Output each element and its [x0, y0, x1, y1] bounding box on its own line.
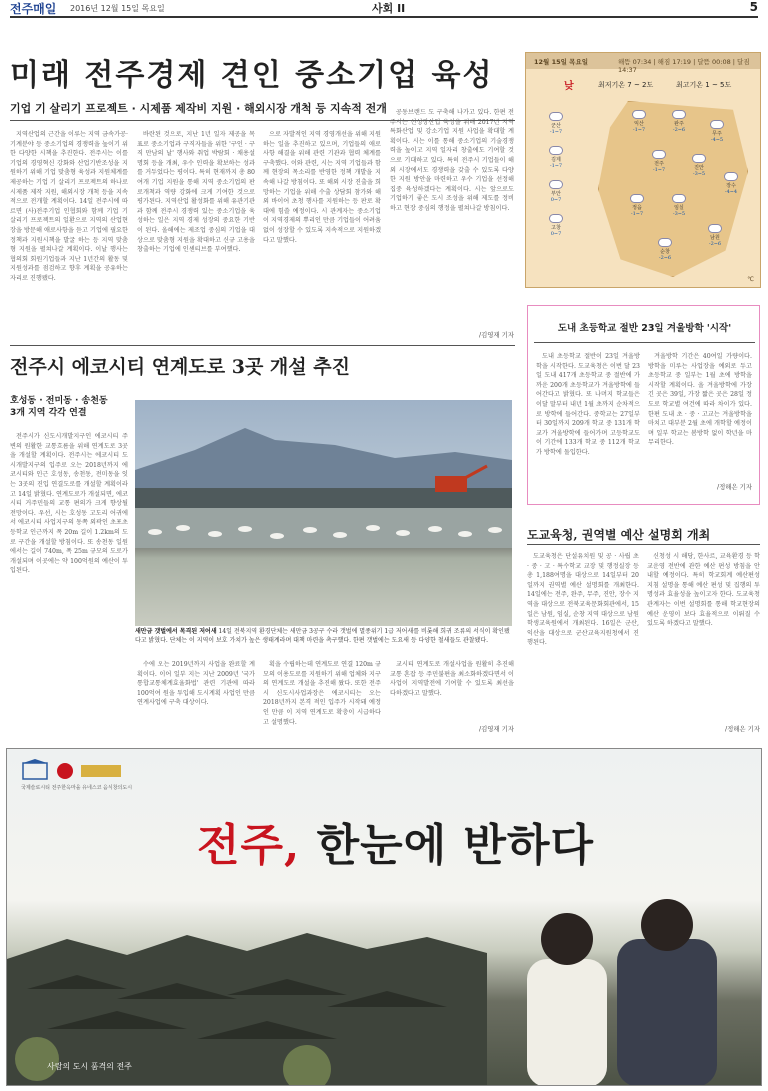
cloud-icon — [652, 150, 666, 159]
ad-slogan-red: 전주, — [197, 820, 301, 871]
article2-column-1: 도내 초등학교 절반이 23일 겨울방학을 시작한다. 도교육청은 이번 달 23일 도내 417개 초등학교 중 절반에 가까운 200개 초등학교가 겨울방학에 들어간다고 밝혔다. 또 나머지 학교들은 이달 말부터 내년 1월 초까지 순차적으로 방학에 들어간다. 중학교는 27일부터 30일까지 209개 학교 중 131개 학교가 겨울방학에 들어가며 고등학교도 이 기간에 133개 학교 중 112개 학교가 방학에 돌입한다. — [536, 353, 640, 456]
school-vacation-box — [527, 305, 760, 505]
city-cell: 전주 -1~7 — [646, 149, 672, 179]
city-cell: 무주 -4~5 — [704, 119, 730, 149]
article1-headline: 미래 전주경제 견인 중소기업 육성 — [10, 58, 494, 93]
article3-headline: 전주시 에코시티 연계도로 3곳 개설 추진 — [10, 356, 350, 378]
article1-subhead: 기업 기 살리기 프로젝트 · 시제품 제작비 지원 · 해외시장 개척 등 지속적 전개 — [10, 102, 387, 115]
weather-box — [525, 52, 761, 288]
ad-logos — [21, 759, 133, 792]
hanok-village-image — [7, 899, 762, 1086]
high-range: 최고기온 1 ~ 5도 — [676, 81, 732, 89]
tidal-flat-photo — [135, 400, 512, 626]
article3-byline: /김영재 기자 — [478, 725, 514, 733]
article2-headline: 도내 초등학교 절반 23일 겨울방학 '시작' — [557, 323, 732, 334]
city-cell: 김제 -1~7 — [536, 146, 576, 176]
divider — [534, 342, 755, 343]
cloud-icon — [708, 224, 722, 233]
photo-caption-title: 새만금 갯벌에서 목격된 저어새 — [135, 628, 217, 635]
divider — [10, 345, 515, 346]
sun-times: 해뜸 07:34 | 해짐 17:19 | 달뜸 00:08 | 달짐 14:37 — [618, 58, 750, 74]
city-cell: 남원 -2~6 — [702, 223, 728, 253]
article3-column-2: 수에 오는 2019년까지 사업을 완료할 계획이다. 이어 일부 지는 지난 2009년 '국가통합교통체계효율화법' 관련 기관에 따라 100억여 원을 투입해 도시계획 사업인 만큼 연계사업에 구축 대상이다. — [137, 661, 255, 707]
photo-caption — [135, 627, 512, 645]
city-cell: 정읍 -1~7 — [624, 193, 650, 223]
ad-caption: 사람의 도시 품격의 전주 — [47, 1062, 132, 1071]
article3-column-3: 획을 수립하는데 연계도로 연결 120m 규모의 이용도로를 지원하기 위해 업체와 지구의 연계도로 개설을 추진해 왔다. 또한 전주시 신도시사업과장은 에코시티는 오는 2018년까지 본격 적인 입주가 시작돼 예정인 만큼 이 지역 연계도로 확충이 시급하다고 설명했다. — [263, 661, 381, 726]
city-cell: 완주 -2~6 — [666, 109, 692, 139]
city-cell: 부안 0~7 — [536, 180, 576, 210]
city-cell: 임실 -3~5 — [666, 193, 692, 223]
cloud-icon — [549, 146, 563, 155]
ad-slogan-black: 한눈에 반하다 — [316, 820, 594, 871]
low-range: 최저기온 7 ~ 2도 — [598, 81, 654, 89]
city-cell: 고창 0~7 — [536, 214, 576, 244]
cloud-icon — [658, 238, 672, 247]
city-cell: 익산 -1~7 — [626, 109, 652, 139]
temp-unit: ℃ — [747, 276, 754, 283]
cloud-icon — [549, 180, 563, 189]
article3-subhead: 호성동 · 전미동 · 송천동 3개 지역 각각 연결 — [10, 396, 108, 418]
article2-byline: /정해은 기자 — [716, 483, 752, 491]
city-cell: 진안 -3~5 — [686, 153, 712, 183]
weather-date: 12월 15일 목요일 — [534, 58, 589, 66]
page-header — [10, 0, 758, 18]
tidal-flat-image — [135, 400, 512, 626]
paper-name: 전주매일 — [10, 2, 57, 16]
cloud-icon — [630, 194, 644, 203]
cloud-icon — [632, 110, 646, 119]
photo-caption-text: 14일 전북지역 환경단체는 새만금 3공구 수라 갯벌에 멸종위기 1급 저어새를 비롯해 희귀 조류의 서식이 확인됐다고 밝혔다. 단체는 이 지역이 보호 가치가 높은 생태계라며 대책 마련을 촉구했다. 한편 갯벌에는 도요새 등 다양한 철새들도 관찰됐다. — [135, 628, 510, 644]
article1-byline: /김영재 기자 — [478, 331, 514, 339]
cloud-icon — [672, 194, 686, 203]
article1-column-1: 지역산업의 근간을 이루는 지역 금속가공·기계분야 등 중소기업의 경쟁력을 높이기 위한 다양한 시책을 추진한다. 전주시는 이를 기업의 경영혁신 강화와 산업기반조성을 지원하기 위해 기업 맞춤형 육성과 지원체계를 제공하는 기업 기 살리기 프로젝트의 하나로 시제품 제작 지원, 해외시장 개척 등을 지속적으로 전개할 계획이다. 14일 전주시에 따르면 (사)전주기업 인협회와 함께 기업 기 살리기 프로젝트의 일환으로 지역의 산업현장을 방문해 애로사항을 듣고 기업에 필요한 정책과 지원시책을 발굴 하는 등 지역 맞춤형 지원을 펼쳐나갈 계획이다. 이날 행사는 협의회 회원기업들과 지난 1년간의 활동 및 지원성과를 점검하고 향후 계획을 공유하는 자리로 진행됐다. — [10, 131, 128, 282]
ad-slogan — [197, 809, 594, 873]
article4-column-2: 신청성 시 해당, 한사르, 교육환경 등 학교운영 전반에 관한 예산 편성 방침을 안내할 예정이다. 특히 학교회계 예산편성 지침 설명을 통해 예산 편성 및 집행의 투명성과 효율성을 높이고자 한다. 도교육청 관계자는 이번 설명회를 통해 학교현장의 예산 운영이 보다 효율적으로 이뤄질 수 있도록 하겠다고 말했다. — [647, 553, 760, 628]
article4-byline: /정해은 기자 — [724, 725, 760, 733]
issue-date: 2016년 12월 15일 목요일 — [70, 4, 165, 13]
weather-legend-left — [536, 111, 592, 248]
city-cell: 장수 -4~4 — [718, 171, 744, 201]
period-label: 낮 — [564, 81, 574, 92]
city-cell: 군산 -1~7 — [536, 112, 576, 142]
cloud-icon — [692, 154, 706, 163]
article2-column-2: 겨울방학 기간은 40여일 가량이다. 방학을 미루는 사업장을 예외로 두고 초등학교 중 일부는 1월 초에 방학을 시작할 계획이다. 올 겨울방학에 가장 긴 곳은 39일, 가장 짧은 곳은 28일 정도로 학교별 여건에 따라 차이가 있다. 한편 도내 초 · 중 · 고교는 겨울방학을 마치고 대부분 2월 초에 개학할 예정이며 일부 학교는 봄방학 없이 학년을 마무리한다. — [648, 353, 752, 447]
article1-column-2: 바란된 것으로, 지난 1년 일자 제공을 목표로 중소기업과 구직자들을 위한 '구인 · 구직 만남의 날' 행사와 취업 박람회 · 채용설명회 등을 개최, 우수 인력을 확보하는 성과를 거두었다는 평이다. 특히 현재까지 총 80여개 기업 지원을 통해 지역 중소기업의 판로개척과 역량 강화에 크게 기여한 것으로 평가된다. 지역산업 활성화를 위해 유관기관과 함께 전주시 경쟁력 있는 중소기업을 육성하는 일은 지역 경제 성장의 중요한 기반이 된다. 올해에는 제조업 중심의 기업을 대상으로 맞춤형 지원을 확대하고 신규 고용을 창출하는 기업에 인센티브를 부여했다. — [137, 131, 255, 254]
cloud-icon — [549, 112, 563, 121]
article3-column-left: 전주시가 신도시개발지구인 에코시티 주변의 원활한 교통흐름을 위해 연계도로 3곳을 개설할 계획이다. 전주시는 에코시티 도시개발지구의 입주로 오는 2018년까지 에코시티와 인근 호성동, 송천동, 전미동을 잇는 3곳의 진입 연결도로를 개설할 계획이라고 14일 밝혔다. 연계도로가 개설되면, 에코시티 거주민들의 교통 편의가 크게 향상될 전망이다. 우선, 시는 호성동 고도리 어귀에서 에코시티 사업지구의 동쪽 외곽인 초포초등학교 인근까지 폭 20m 길이 1.2km의 도로 구간을 개설할 방침이다. 또 송천동 일원에서는 길이 740m, 폭 25m 규모의 도로가 개설되며 이곳에는 약 100억원의 예산이 투입된다. — [10, 433, 128, 575]
cloud-icon — [549, 214, 563, 223]
article3-column-4: 교시티 연계도로 개설사업을 원활히 추진해 교통 혼잡 등 주민불편을 최소화하겠다면서 이 사업이 지역발전에 기여할 수 있도록 최선을 다하겠다고 말했다. — [390, 661, 514, 697]
article1-column-3: 으로 자발적인 지역 경영개선을 위해 지원하는 일을 추진하고 있으며, 기업들의 애로사항 해결을 위해 관련 기관과 협력 체계를 구축했다. 이와 관련, 시는 지역 기업들과 함께 현장의 목소리를 반영한 정책 개발을 지속해 나갈 방침이다. 또 해외 시장 진출을 희망하는 기업을 위해 수출 상담회 참가와 해외 바이어 초청 행사를 지원하는 등 판로 확대에 힘쓸 예정이다. 시 관계자는 중소기업이 지역경제의 뿌리인 만큼 기업들이 어려움 없이 성장할 수 있도록 지속적으로 지원하겠다고 말했다. — [263, 131, 381, 244]
cloud-icon — [710, 120, 724, 129]
divider — [527, 544, 760, 545]
couple-illustration — [527, 899, 717, 1086]
cloud-icon — [672, 110, 686, 119]
unesco-logo-icon — [21, 759, 131, 781]
weather-bar — [526, 53, 760, 74]
page-number: 5 — [749, 0, 758, 14]
ad-org-name: 국제슬로시티 전주한옥마을 유네스코 음식창의도시 — [21, 785, 133, 791]
city-cell: 순창 -2~6 — [652, 237, 678, 267]
cloud-icon — [724, 172, 738, 181]
article1-column-4: 공동브랜드 도 구축해 나가고 있다. 한편 전주시는 신성장산업 육성을 위해 2017년 지역특화산업 및 강소기업 지원 사업을 확대할 계획이다. 시는 이를 통해 중소기업의 기술경쟁력을 높이고 지역 일자리 창출에도 기여할 것으로 기대하고 있다. 특히 전주시 기업들이 해외 시장에서도 경쟁력을 갖출 수 있도록 다양한 지원 방안을 마련하고 우수 기업을 선정해 집중 육성하겠다는 계획이다. 시는 앞으로도 기업하기 좋은 도시 조성을 위해 제도를 정비하고 현장 중심의 행정을 펼쳐나갈 방침이다. — [390, 109, 514, 212]
article4-headline: 도교육청, 권역별 예산 설명회 개최 — [527, 528, 711, 542]
section-name: 사회 II — [372, 2, 406, 15]
article4-column-1: 도교육청은 단설유치원 및 공 · 사립 초 · 중 · 고 · 특수학교 교장 및 행정실장 등 총 1,188여명을 대상으로 14일부터 20일까지 권역별 예산 설명회를 개최한다. 14일에는 전주, 완주, 무주, 진안, 장수 지역을 대상으로 전북교육문화회관에서, 15일은 남원, 임실, 순창 지역 대상으로 남원학생교육원에서 개최된다. 16일은 군산, 익산을 대상으로 군산교육지원청에서 진행된다. — [527, 553, 639, 647]
jeonju-tourism-ad — [6, 748, 762, 1086]
